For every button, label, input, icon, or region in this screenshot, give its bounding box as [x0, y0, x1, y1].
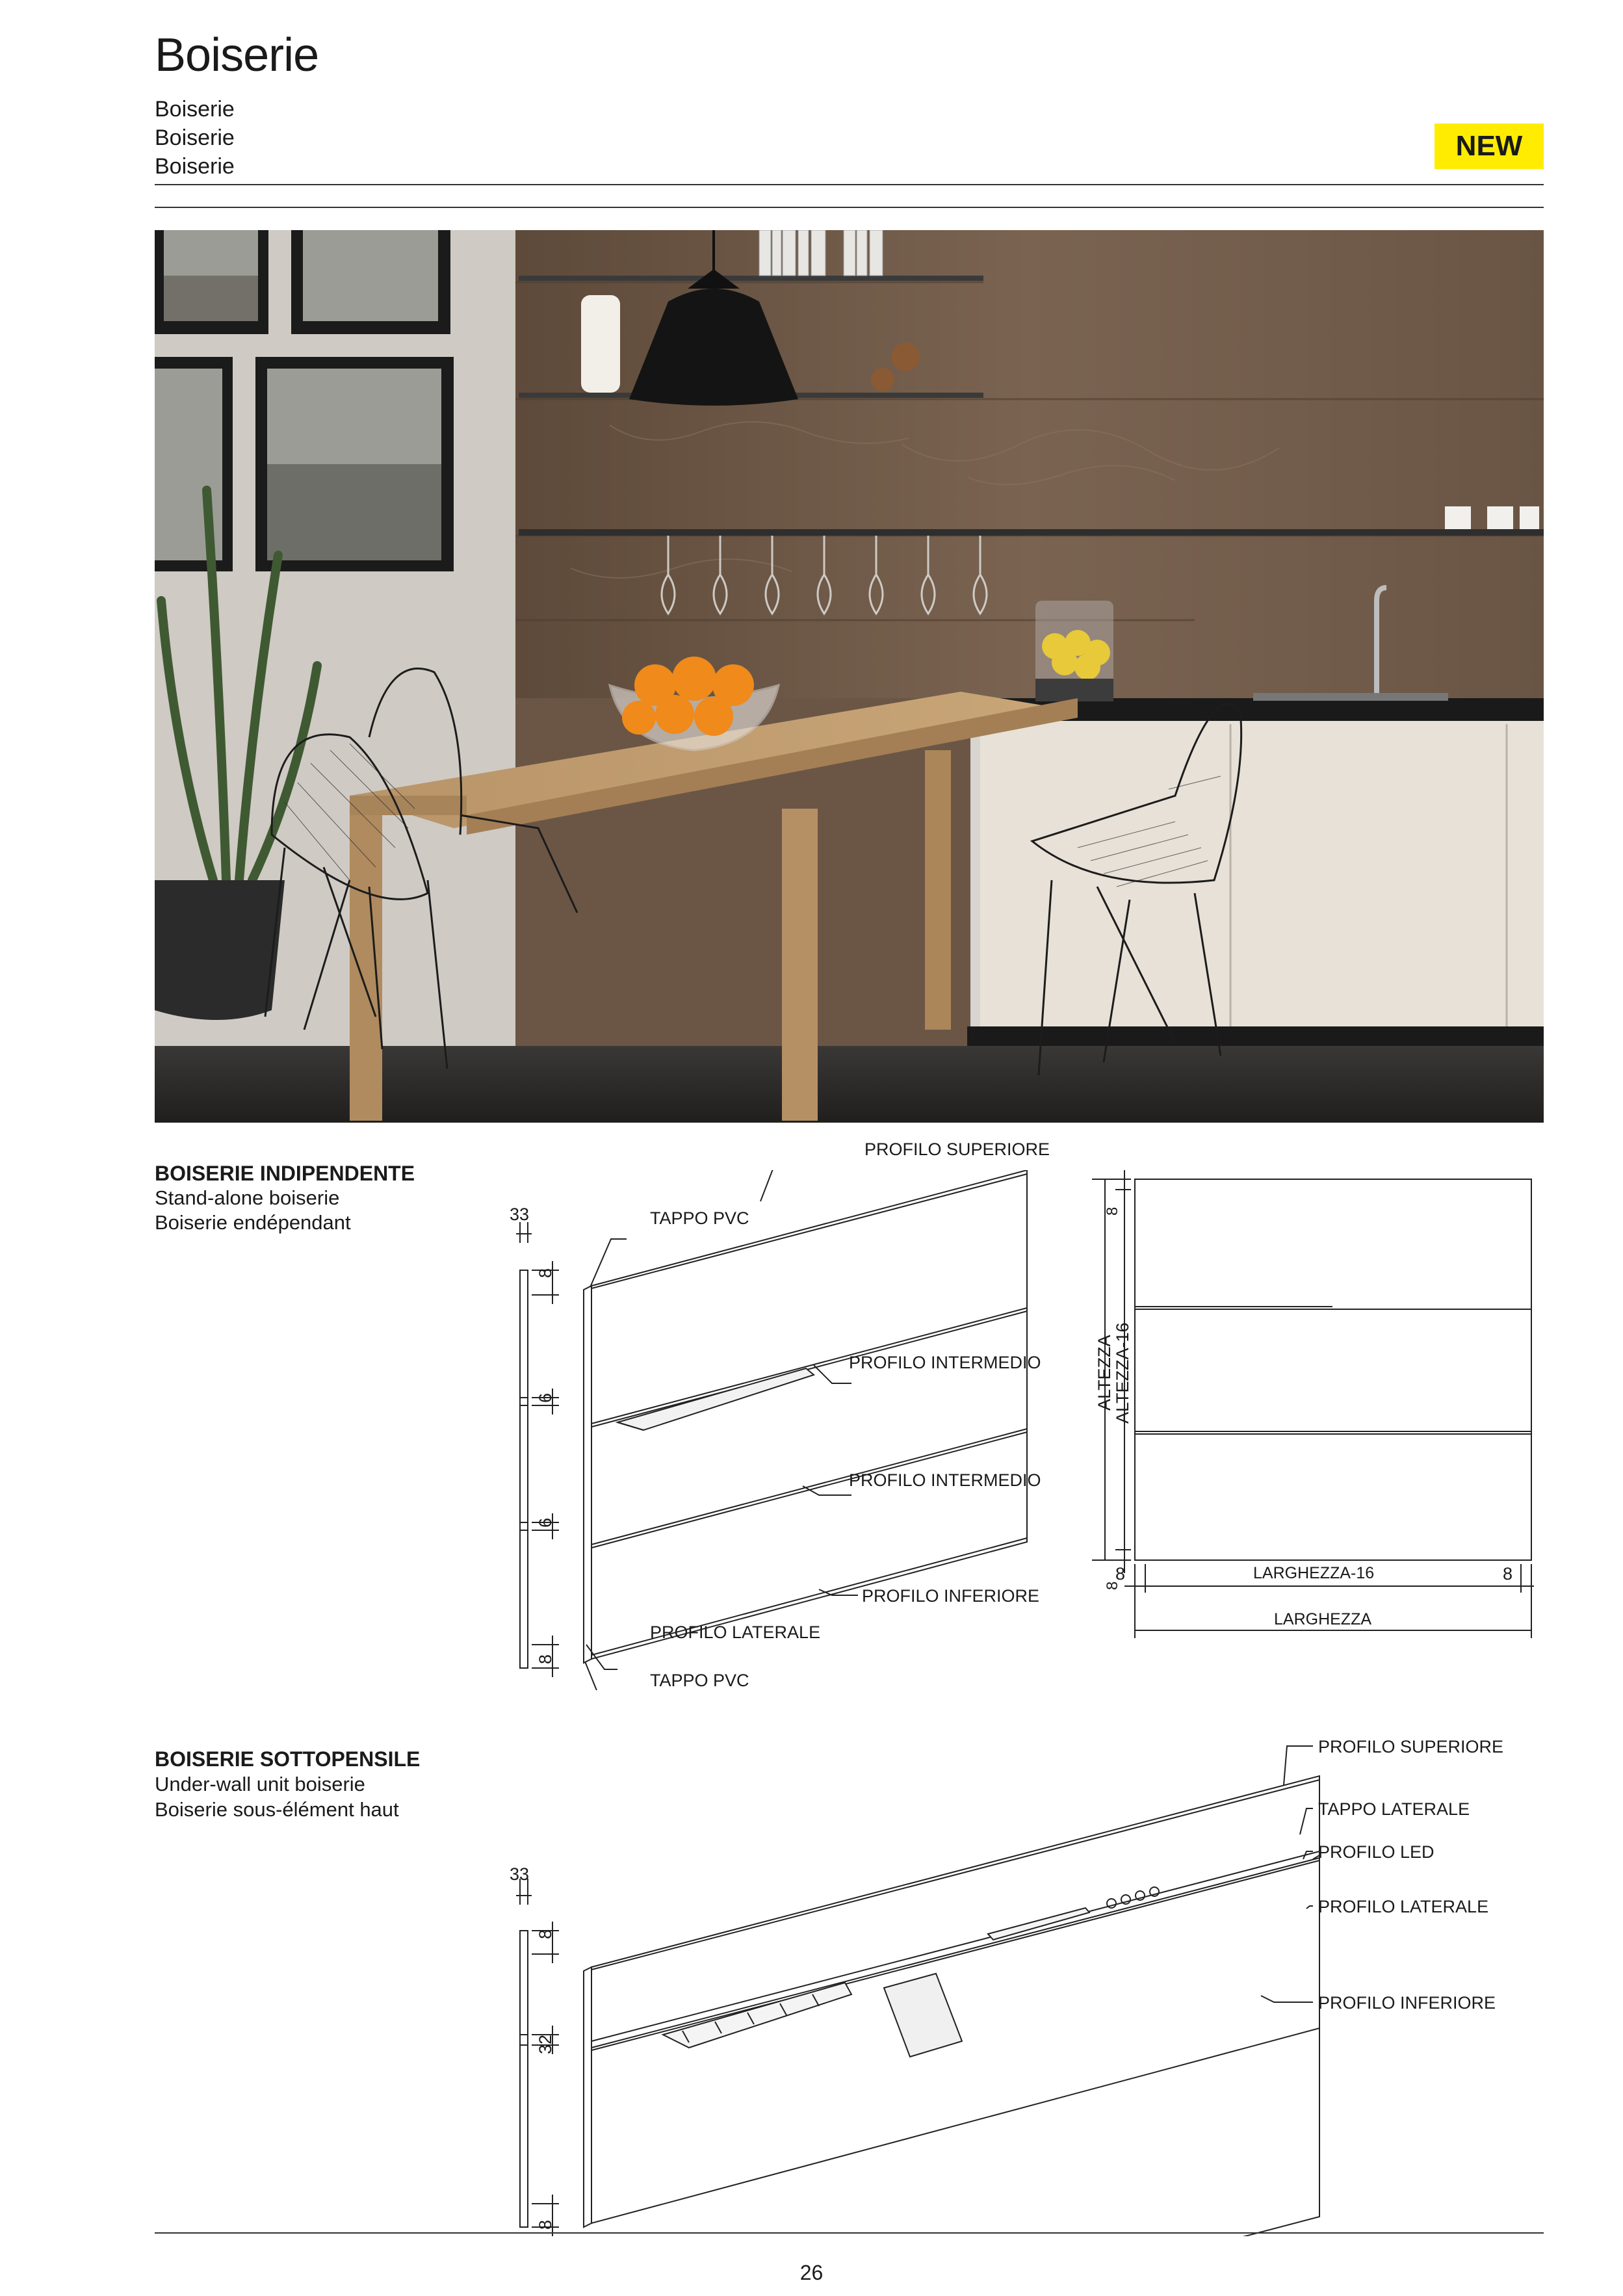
dim-top-2: 8 — [536, 1929, 555, 1939]
section-1-line-fr: Boiserie endépendant — [155, 1211, 351, 1234]
subtitle-it: Boiserie — [155, 97, 235, 122]
dim-left-8: 8 — [1115, 1564, 1126, 1584]
label-sottopensile-profilo-superiore: PROFILO SUPERIORE — [1318, 1737, 1504, 1756]
side-profile-diagram-2 — [494, 1879, 572, 2243]
side-profile-diagram-1 — [494, 1222, 572, 1690]
isometric-panel-diagram-2 — [572, 1742, 1339, 2236]
dim-depth: 33 — [510, 1205, 530, 1224]
dim-top: 8 — [536, 1268, 555, 1278]
section-1-line-en: Stand-alone boiserie — [155, 1186, 340, 1209]
label-profilo-intermedio-1: PROFILO INTERMEDIO — [849, 1353, 1041, 1372]
dim-mid-2: 6 — [536, 1517, 555, 1528]
subtitle-en: Boiserie — [155, 125, 235, 150]
label-tappo-pvc-top: TAPPO PVC — [650, 1208, 749, 1228]
label-profilo-intermedio-2: PROFILO INTERMEDIO — [849, 1470, 1041, 1490]
dim-bottom: 8 — [536, 1654, 555, 1664]
page-title: Boiserie — [155, 29, 319, 81]
dim-front-bottom: 8 — [1104, 1581, 1121, 1590]
page-number: 26 — [799, 2261, 824, 2284]
footer-rule — [155, 2232, 1544, 2234]
subtitle-fr: Boiserie — [155, 154, 235, 179]
label-sottopensile-profilo-inferiore: PROFILO INFERIORE — [1318, 1993, 1496, 2013]
dim-bottom-2: 8 — [536, 2219, 555, 2230]
section-2-line-fr: Boiserie sous-élément haut — [155, 1798, 399, 1821]
label-profilo-led: PROFILO LED — [1318, 1842, 1435, 1862]
label-profilo-laterale: PROFILO LATERALE — [650, 1623, 821, 1642]
section-2-title: BOISERIE SOTTOPENSILE — [155, 1747, 421, 1771]
label-sottopensile-profilo-laterale: PROFILO LATERALE — [1318, 1897, 1489, 1916]
dim-depth-2: 33 — [510, 1864, 530, 1884]
kitchen-photo — [155, 230, 1544, 1123]
section-2-line-en: Under-wall unit boiserie — [155, 1773, 365, 1795]
dim-mid-1: 6 — [536, 1392, 555, 1403]
dim-altezza-16: ALTEZZA-16 — [1113, 1322, 1132, 1424]
label-tappo-laterale: TAPPO LATERALE — [1318, 1799, 1470, 1819]
dim-larghezza-16: LARGHEZZA-16 — [1253, 1564, 1375, 1582]
label-profilo-superiore: PROFILO SUPERIORE — [864, 1140, 1050, 1159]
dim-front-top: 8 — [1104, 1207, 1121, 1216]
dim-larghezza: LARGHEZZA — [1274, 1610, 1372, 1628]
new-badge: NEW — [1435, 124, 1544, 169]
header-rule — [155, 184, 1544, 185]
isometric-panel-diagram-1 — [572, 1170, 1066, 1690]
dim-altezza: ALTEZZA — [1095, 1335, 1114, 1411]
dim-right-8: 8 — [1503, 1564, 1513, 1584]
label-tappo-pvc-bottom: TAPPO PVC — [650, 1671, 749, 1690]
label-profilo-inferiore: PROFILO INFERIORE — [862, 1586, 1040, 1606]
header-rule-2 — [155, 207, 1544, 208]
section-1-title: BOISERIE INDIPENDENTE — [155, 1162, 415, 1185]
dim-mid-2b: 32 — [536, 2034, 555, 2054]
